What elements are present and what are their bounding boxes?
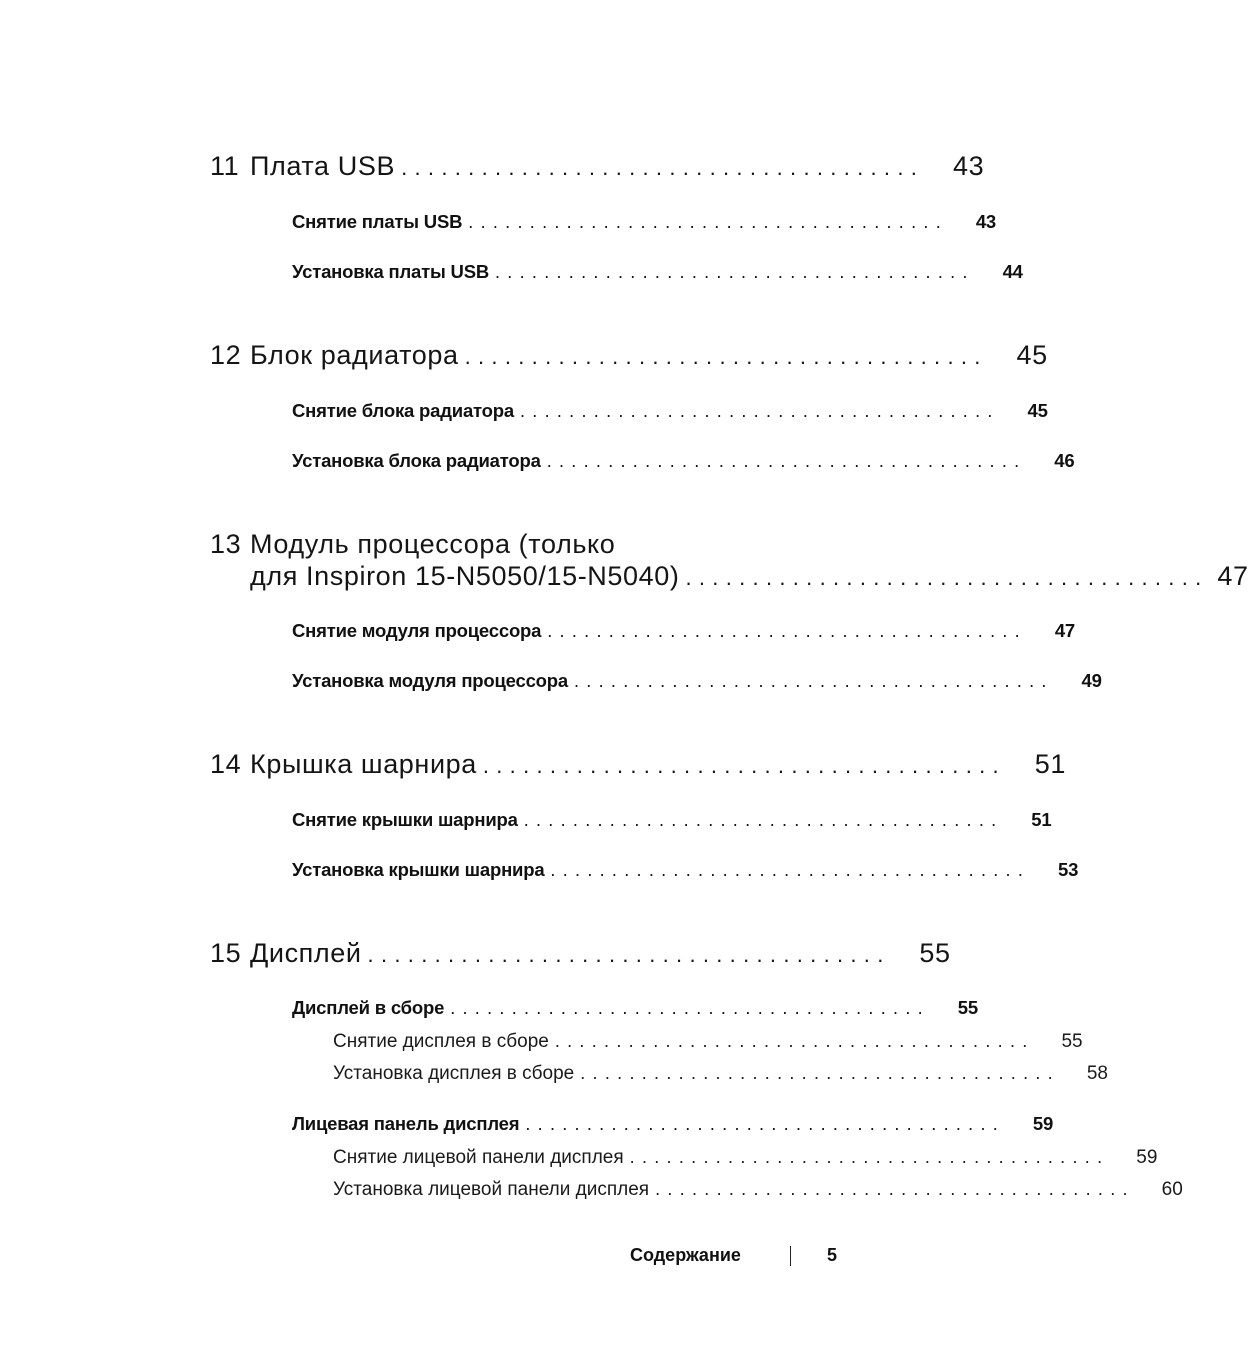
dot-leader: ....................................... [550,860,1031,880]
footer-page-number: 5 [827,1245,838,1265]
toc-subsection-entry[interactable] [333,1147,1158,1169]
subsection-page: 60 [1161,1179,1183,1200]
toc-section-entry[interactable] [292,261,1023,283]
toc-subsection-entry[interactable] [333,1031,1083,1053]
chapter-title: Крышка шарнира [250,749,477,779]
chapter-page: 45 [1016,340,1048,370]
chapter-title: Модуль процессора (только [250,529,616,559]
toc-section-entry[interactable] [292,400,1048,422]
subsection-title: Установка дисплея в сборе [333,1063,575,1084]
toc-chapter-entry-continued[interactable] [250,561,1249,592]
toc-section-entry[interactable] [292,809,1052,831]
subsection-page: 58 [1086,1063,1108,1084]
toc-section-entry[interactable] [292,859,1079,881]
section-title: Лицевая панель дисплея [292,1113,520,1134]
section-page: 44 [1002,261,1023,282]
section-title: Снятие модуля процессора [292,620,542,641]
toc-section-entry[interactable] [292,450,1075,472]
dot-leader: ....................................... [523,810,1004,830]
toc-subsection-entry[interactable] [333,1179,1183,1201]
section-title: Снятие платы USB [292,211,463,232]
section-title: Установка блока радиатора [292,450,541,471]
section-title: Снятие блока радиатора [292,400,514,421]
dot-leader: ....................................... [464,344,988,369]
dot-leader: ....................................... [655,1179,1135,1199]
dot-leader: ....................................... [450,998,930,1018]
dot-leader: ....................................... [495,262,975,282]
chapter-page: 51 [1034,749,1066,779]
dot-leader: ....................................... [468,212,949,232]
section-title: Установка модуля процессора [292,670,568,691]
toc-section-entry[interactable] [292,670,1102,692]
section-page: 59 [1032,1113,1054,1134]
toc-chapter-entry[interactable] [210,938,951,969]
dot-leader: ....................................... [525,1114,1006,1134]
dot-leader: ....................................... [547,621,1027,641]
dot-leader: ....................................... [401,155,925,180]
dot-leader: ....................................... [546,451,1027,471]
dot-leader: ....................................... [554,1031,1035,1051]
toc-chapter-entry[interactable] [210,529,782,560]
dot-leader: ....................................... [482,753,1006,778]
section-title: Снятие крышки шарнира [292,809,518,830]
section-page: 47 [1054,620,1075,641]
section-title: Установка платы USB [292,261,489,282]
chapter-number: 13 [210,529,242,559]
section-page: 51 [1031,809,1052,830]
chapter-page: 43 [952,151,985,181]
dot-leader: ....................................... [519,401,1000,421]
footer-section-title: Содержание [630,1245,741,1265]
chapter-number: 15 [210,938,242,968]
chapter-number: 11 [210,151,240,181]
dot-leader: ....................................... [573,671,1054,691]
toc-section-entry[interactable] [292,620,1075,642]
chapter-number: 14 [210,749,242,779]
chapter-number: 12 [210,340,242,370]
subsection-title: Установка лицевой панели дисплея [333,1179,650,1200]
subsection-title: Снятие дисплея в сборе [333,1031,549,1052]
dot-leader: ....................................... [629,1147,1110,1167]
section-page: 53 [1057,859,1079,880]
chapter-title: Дисплей [250,938,362,968]
section-title: Установка крышки шарнира [292,859,545,880]
chapter-title: Блок радиатора [250,340,459,370]
section-page: 55 [957,997,978,1018]
subsection-page: 59 [1136,1147,1158,1168]
toc-chapter-entry[interactable] [210,749,1066,780]
toc-chapter-entry[interactable] [210,340,1048,371]
chapter-page: 47 [1217,561,1249,591]
chapter-title-line2: для Inspiron 15-N5050/15-N5040) [250,561,680,591]
toc-section-entry[interactable] [292,997,978,1019]
toc-chapter-entry[interactable] [210,151,985,182]
toc-subsection-entry[interactable] [333,1063,1108,1085]
dot-leader: ....................................... [685,565,1209,590]
section-page: 46 [1054,450,1075,471]
footer-divider [790,1246,791,1266]
section-title: Дисплей в сборе [292,997,445,1018]
section-page: 45 [1027,400,1048,421]
subsection-title: Снятие лицевой панели дисплея [333,1147,624,1168]
toc-section-entry[interactable] [292,211,997,233]
dot-leader: ....................................... [580,1063,1060,1083]
section-page: 49 [1081,670,1102,691]
section-page: 43 [975,211,997,232]
chapter-title: Плата USB [250,151,396,181]
dot-leader: ....................................... [367,942,891,967]
chapter-page: 55 [919,938,951,968]
page-footer [620,1240,850,1270]
subsection-page: 55 [1061,1031,1083,1052]
toc-section-entry[interactable] [292,1113,1054,1135]
